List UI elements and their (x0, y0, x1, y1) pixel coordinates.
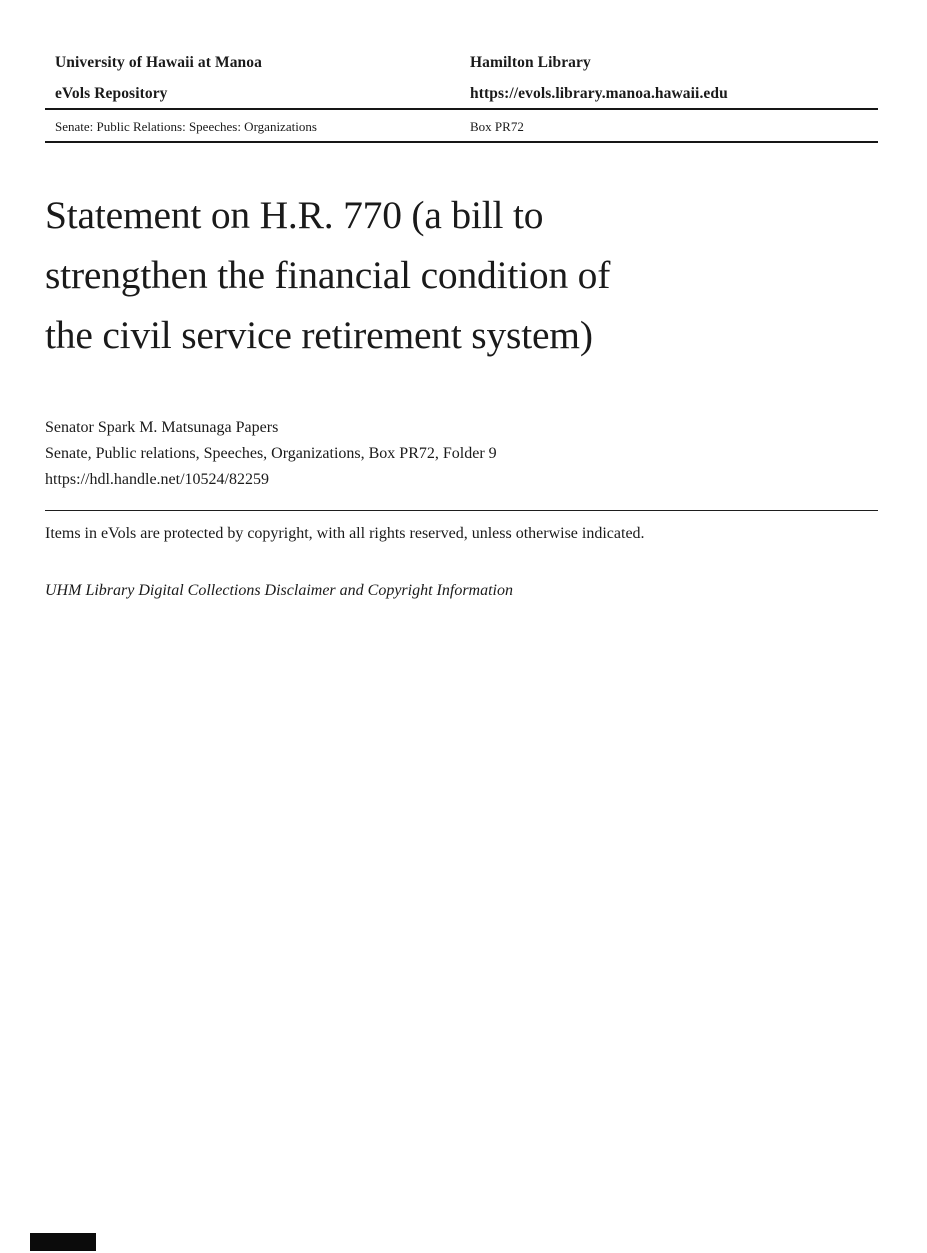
scan-artifact-bar (30, 1233, 96, 1251)
disclaimer-copyright-link[interactable]: UHM Library Digital Collections Disclaimer and Copyright Information (45, 582, 513, 599)
footer-divider (45, 510, 878, 511)
box-number: Box PR72 (470, 119, 524, 134)
repository-url-link[interactable]: https://evols.library.manoa.hawaii.edu (470, 85, 728, 102)
title-line-1: Statement on H.R. 770 (a bill to (45, 193, 544, 237)
rights-statement: Items in eVols are protected by copyright, with all rights reserved, unless otherwise indicated. (45, 525, 645, 542)
collection-path: Senate: Public Relations: Speeches: Organizations (55, 119, 317, 134)
header-row-3 (45, 110, 878, 141)
institution-name: University of Hawaii at Manoa (55, 54, 262, 71)
handle-url-link[interactable]: https://hdl.handle.net/10524/82259 (45, 471, 269, 488)
citation-line: Senate, Public relations, Speeches, Organizations, Box PR72, Folder 9 (45, 445, 497, 462)
header-rule-thin (45, 141, 878, 143)
document-title (45, 185, 878, 365)
repository-name: eVols Repository (55, 85, 168, 102)
title-line-2: strengthen the financial condition of (45, 253, 611, 297)
repository-header (45, 53, 878, 143)
header-row-1 (45, 53, 878, 73)
library-name: Hamilton Library (470, 54, 591, 71)
citation-block (45, 415, 927, 493)
collection-title: Senator Spark M. Matsunaga Papers (45, 419, 279, 436)
header-row-2 (45, 84, 878, 104)
title-line-3: the civil service retirement system) (45, 313, 593, 357)
document-page (0, 53, 927, 1253)
